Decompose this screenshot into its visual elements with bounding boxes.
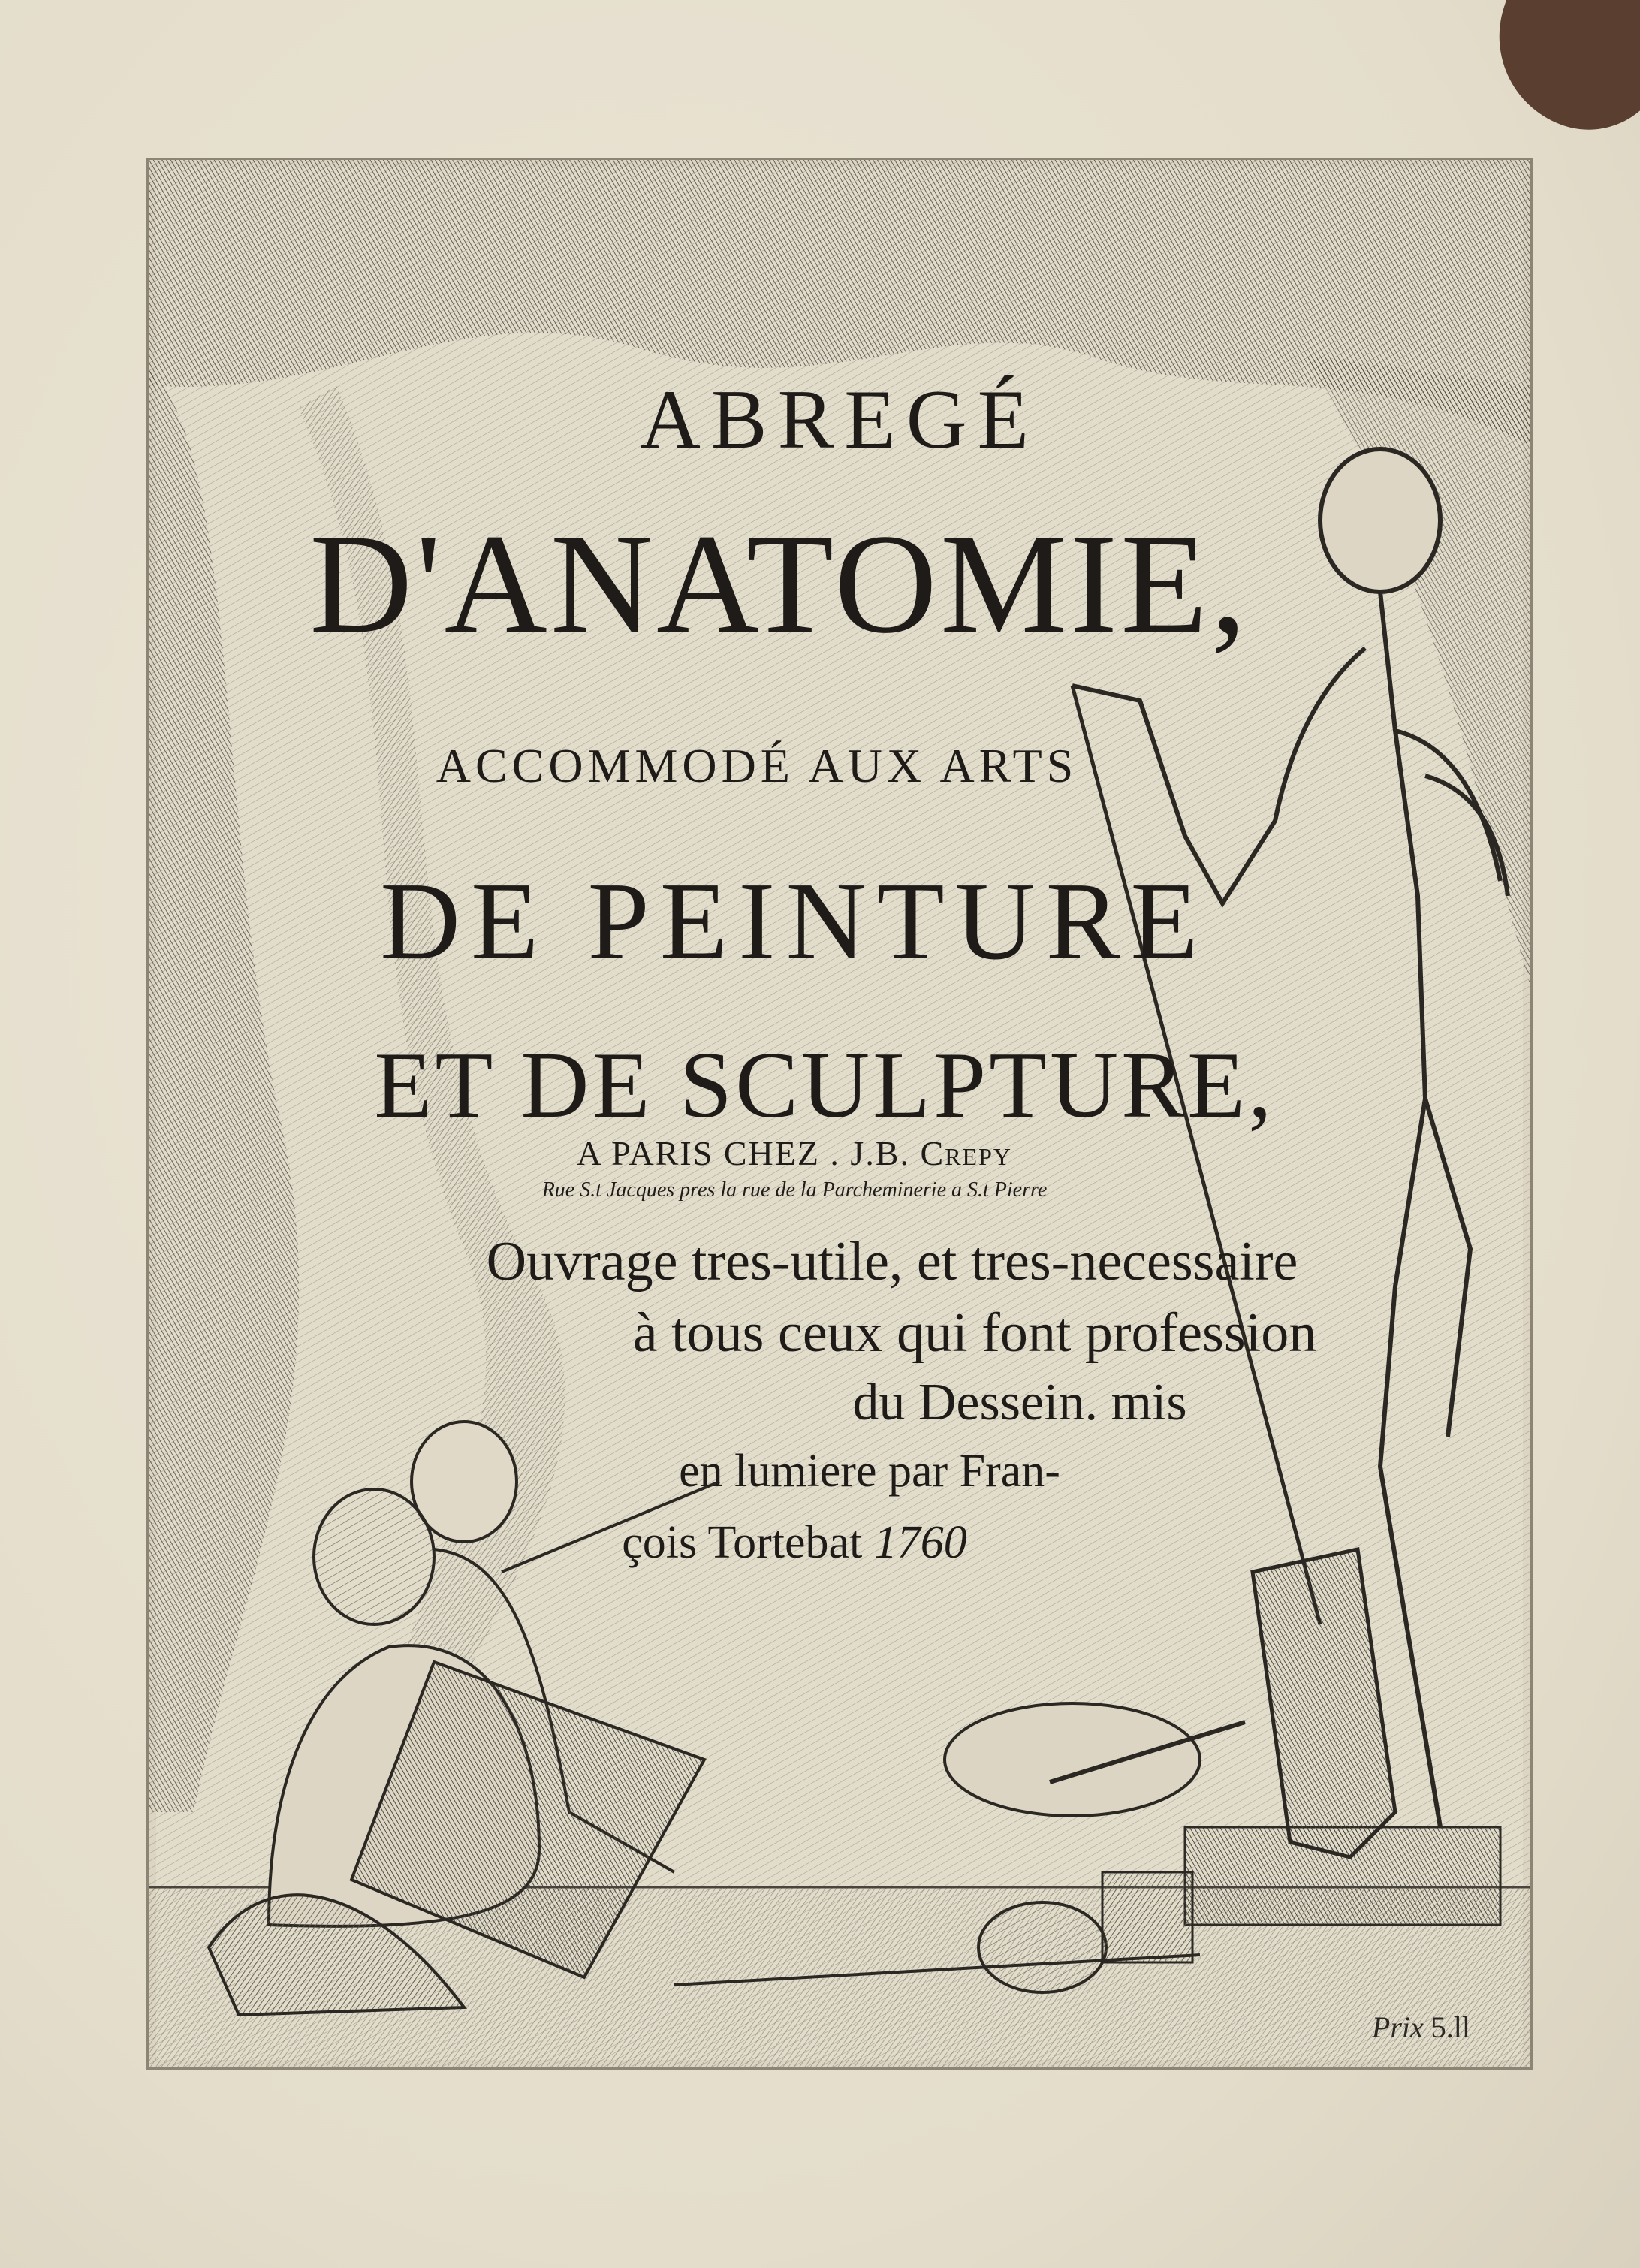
publication-year: 1760 (873, 1517, 967, 1568)
publisher-line: A PARIS CHEZ . J.B. Crepy (576, 1134, 1012, 1172)
description-line-3: du Dessein. mis (852, 1374, 1187, 1431)
title-line-2: D'ANATOMIE, (309, 505, 1250, 663)
price-label (1372, 2010, 1470, 2045)
description-line-2: à tous ceux qui font profession (632, 1302, 1317, 1364)
price-value: 5.ll (1430, 2010, 1470, 2044)
palette (945, 1703, 1200, 1816)
title-line-5: ET DE SCULPTURE, (374, 1033, 1275, 1138)
description-line-4: en lumiere par Fran- (679, 1446, 1060, 1497)
title-line-1: ABREGÉ (640, 373, 1039, 466)
sculpted-bust (978, 1902, 1106, 1992)
description-line-5 (104, 1519, 1485, 1566)
address-line: Rue S.t Jacques pres la rue de la Parcheminerie a S.t Pierre (541, 1178, 1048, 1202)
title-line-3: ACCOMMODÉ AUX ARTS (436, 739, 1078, 792)
engraved-plate (146, 158, 1533, 2070)
price-prefix: Prix (1371, 2010, 1424, 2044)
title-line-4: DE PEINTURE (380, 860, 1209, 983)
author-name: çois Tortebat (622, 1517, 863, 1568)
description-line-1: Ouvrage tres-utile, et tres-necessaire (486, 1231, 1298, 1292)
